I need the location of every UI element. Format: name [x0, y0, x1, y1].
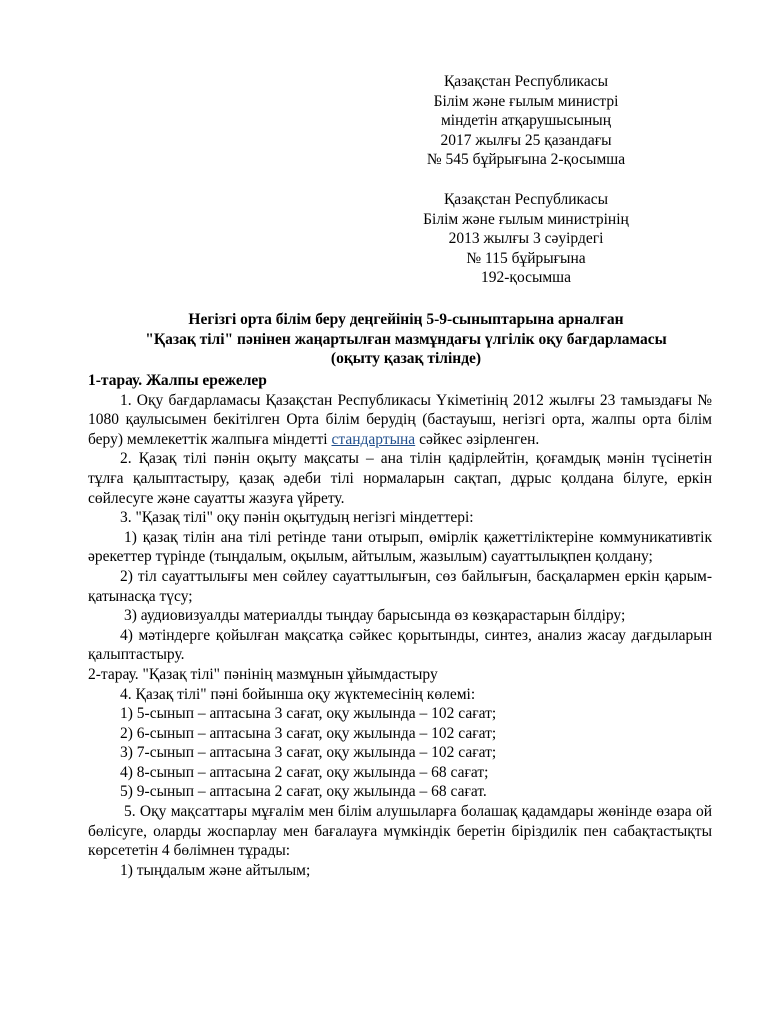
- paragraph-2: 2. Қазақ тілі пәнін оқыту мақсаты – ана тілін қадірлейтін, қоғамдық мәнін түсінетін тұлға қалыптастыру, қазақ әдеби тілі нормаларын сақтап, дұрыс қолдана білуге, еркін сөйлесуге және сауатты жазуға үйрету.: [88, 450, 712, 507]
- title-line: Негізгі орта білім беру деңгейінің 5-9-сыныптарына арналған: [188, 311, 624, 328]
- header-line: Білім және ғылым министрінің: [423, 210, 629, 228]
- header-line: 2013 жылғы 3 сәуірдегі: [448, 230, 604, 248]
- title-line: "Қазақ тілі" пәнінен жаңартылған мазмұндағы үлгілік оқу бағдарламасы: [145, 330, 667, 348]
- header-line: 2017 жылғы 25 қазандағы: [440, 131, 612, 149]
- header-line: Білім және ғылым министрі: [433, 92, 619, 110]
- document-body: [88, 371, 712, 880]
- list-item: 3) 7-сынып – аптасына 3 сағат, оқу жылында – 102 сағат;: [120, 744, 497, 762]
- header-line: Қазақстан Республикасы: [443, 191, 609, 208]
- paragraph-5: 5. Оқу мақсаттары мұғалім мен білім алушыларға болашақ қадамдары жөнінде өзара ой бөлісуге, оларды жоспарлау мен бағалауға мүмкіндік беретін біріздилік пен сабақтастықты көрсететін 4 бөлімнен тұрады:: [88, 803, 712, 860]
- header-line: Қазақстан Республикасы: [443, 73, 609, 90]
- list-item: 4) мәтіндерге қойылған мақсатқа сәйкес қорытынды, синтез, анализ жасау дағдыларын қалыптастыру.: [88, 626, 712, 664]
- paragraph-1-text-end: сәйкес әзірленген.: [415, 430, 540, 448]
- standard-link[interactable]: стандартына: [331, 430, 416, 448]
- list-item: 4) 8-сынып – аптасына 2 сағат, оқу жылында – 68 сағат;: [120, 763, 489, 781]
- list-item: 2) тіл сауаттылығы мен сөйлеу сауаттылығын, сөз байлығын, басқалармен еркін қарым-қатынасқа түсу;: [88, 567, 712, 605]
- section-1-heading: 1-тарау. Жалпы ережелер: [88, 372, 267, 389]
- header-line: 192-қосымша: [481, 269, 571, 287]
- list-item: 1) қазақ тілін ана тілі ретінде тани отырып, өмірлік қажеттіліктеріне коммуникативтік әрекеттер түрінде (тыңдалым, оқылым, айтылым, жазылым) сауаттылықпен қолдану;: [88, 528, 712, 566]
- title-line: (оқыту қазақ тілінде): [330, 350, 482, 368]
- paragraph-3: 3. "Қазақ тілі" оқу пәнін оқытудың негізгі міндеттері:: [120, 509, 474, 527]
- list-item: 5) 9-сынып – аптасына 2 сағат, оқу жылында – 68 сағат.: [120, 783, 487, 801]
- document-title: [88, 310, 724, 369]
- paragraph-1-text: 1. Оқу бағдарламасы Қазақстан Республикасы Үкіметінің 2012 жылғы 23 тамыздағы № 1080 қаулысымен бекітілген Орта білім берудің (бастауыш, негізгі орта, жалпы орта білім беру) мемлекеттік жалпыға міндетті: [88, 391, 712, 448]
- list-item: 2) 6-сынып – аптасына 3 сағат, оқу жылында – 102 сағат;: [120, 724, 497, 742]
- section-2-heading: 2-тарау. "Қазақ тілі" пәнінің мазмұнын ұйымдастыру: [88, 665, 438, 683]
- header-block-order-2013: [330, 190, 722, 288]
- header-block-order-2017: [330, 72, 722, 170]
- list-item: 3) аудиовизуалды материалды тыңдау барысында өз көзқарастарын білдіру;: [124, 607, 626, 625]
- paragraph-4: 4. Қазақ тілі" пәні бойынша оқу жүктемесінің көлемі:: [120, 685, 476, 703]
- header-line: № 115 бұйрығына: [466, 249, 586, 267]
- header-line: № 545 бұйрығына 2-қосымша: [426, 151, 626, 169]
- paragraph-1: [88, 391, 712, 450]
- list-item: 1) 5-сынып – аптасына 3 сағат, оқу жылында – 102 сағат;: [120, 705, 497, 723]
- list-item: 1) тыңдалым және айтылым;: [120, 861, 311, 879]
- header-line: міндетін атқарушысының: [440, 112, 612, 130]
